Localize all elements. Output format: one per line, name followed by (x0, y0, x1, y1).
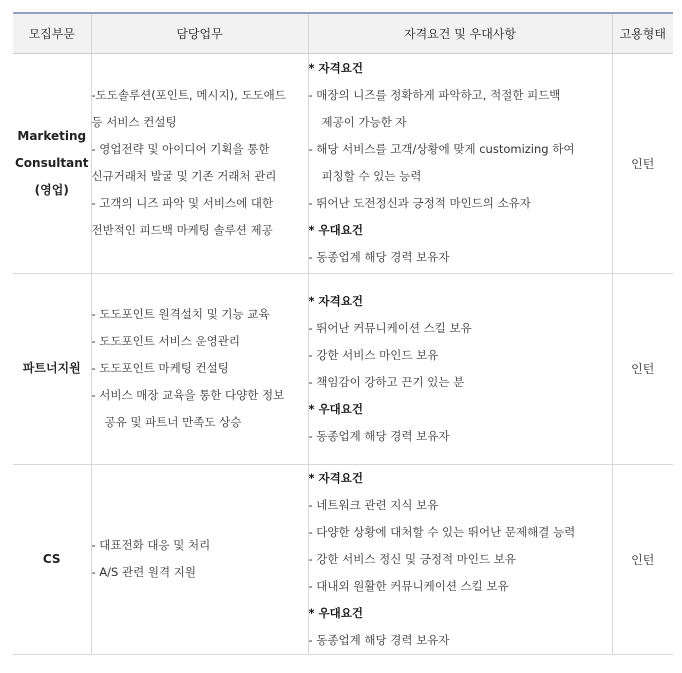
dept-cell (13, 53, 91, 273)
recruitment-table (13, 12, 673, 655)
requirement-line: - 네트워크 관련 지식 보유 (308, 497, 439, 512)
requirement-line: - 동종업계 해당 경력 보유자 (308, 428, 450, 443)
dept-label: Consultant (14, 155, 89, 170)
header-row (13, 13, 673, 53)
duty-line: - 대표전화 대응 및 처리 (91, 538, 211, 552)
duty-line: 신규거래처 발굴 및 기존 거래처 관리 (91, 169, 277, 183)
duty-line: - 고객의 니즈 파악 및 서비스에 대한 (91, 196, 274, 210)
requirement-line: - 강한 서비스 정신 및 긍정적 마인드 보유 (308, 551, 516, 566)
requirement-line: 제공이 가능한 자 (321, 115, 407, 129)
section-heading: * 우대요건 (308, 223, 363, 237)
requirements-cell (308, 53, 612, 273)
header-duties: 담당업무 (91, 13, 308, 53)
dept-cell (13, 464, 91, 654)
duties-cell (91, 273, 308, 464)
duty-line: - A/S 관련 원격 지원 (91, 565, 196, 579)
header-dept: 모집부문 (13, 13, 91, 53)
requirement-line: - 동종업계 해당 경력 보유자 (308, 250, 450, 264)
table-row (13, 464, 673, 654)
section-heading: * 우대요건 (308, 605, 363, 620)
requirement-line: - 다양한 상황에 대처할 수 있는 뛰어난 문제해결 능력 (308, 524, 576, 539)
dept-label: CS (42, 551, 61, 566)
requirement-line: 피칭할 수 있는 능력 (321, 169, 422, 183)
dept-cell (13, 273, 91, 464)
table-row (13, 53, 673, 273)
employment-cell: 인턴 (612, 273, 673, 464)
requirement-line: - 뛰어난 도전정신과 긍정적 마인드의 소유자 (308, 196, 531, 210)
duty-line: - 도도포인트 원격설치 및 기능 교육 (91, 307, 270, 321)
section-heading: * 자격요건 (308, 293, 363, 308)
requirement-line: - 강한 서비스 마인드 보유 (308, 347, 439, 362)
duty-line: - 도도포인트 마케팅 컨설팅 (91, 361, 229, 375)
requirement-line: - 해당 서비스를 고객/상황에 맞게 customizing 하여 (308, 142, 575, 156)
requirements-cell (308, 273, 612, 464)
duties-cell (91, 464, 308, 654)
section-heading: * 우대요건 (308, 401, 363, 416)
duty-line: - 서비스 매장 교육을 통한 다양한 정보 (91, 388, 285, 402)
requirement-line: - 동종업계 해당 경력 보유자 (308, 632, 450, 647)
table-row (13, 273, 673, 464)
employment-cell: 인턴 (612, 53, 673, 273)
duty-line: - 영업전략 및 아이디어 기획을 통한 (91, 142, 270, 156)
requirement-line: - 뛰어난 커뮤니케이션 스킬 보유 (308, 320, 472, 335)
dept-label: 파트너지원 (22, 361, 81, 375)
duty-line: 공유 및 파트너 만족도 상승 (104, 415, 242, 429)
duty-line: 등 서비스 컨설팅 (91, 115, 177, 129)
requirement-line: - 매장의 니즈를 정확하게 파악하고, 적절한 피드백 (308, 88, 561, 102)
requirement-line: - 대내외 원활한 커뮤니케이션 스킬 보유 (308, 578, 509, 593)
header-requirements: 자격요건 및 우대사항 (308, 13, 612, 53)
dept-label: Marketing (17, 128, 87, 143)
section-heading: * 자격요건 (308, 61, 363, 75)
employment-cell: 인턴 (612, 464, 673, 654)
section-heading: * 자격요건 (308, 470, 363, 485)
duty-line: 전반적인 피드백 마케팅 솔루션 제공 (91, 223, 273, 237)
duty-line: - 도도포인트 서비스 운영관리 (91, 334, 240, 348)
header-employment: 고용형태 (612, 13, 673, 53)
requirements-cell (308, 464, 612, 654)
duties-cell (91, 53, 308, 273)
duty-line: -도도솔루션(포인트, 메시지), 도도애드 (91, 88, 286, 102)
requirement-line: - 책임감이 강하고 끈기 있는 분 (308, 374, 465, 389)
dept-label: (영업) (34, 182, 69, 197)
